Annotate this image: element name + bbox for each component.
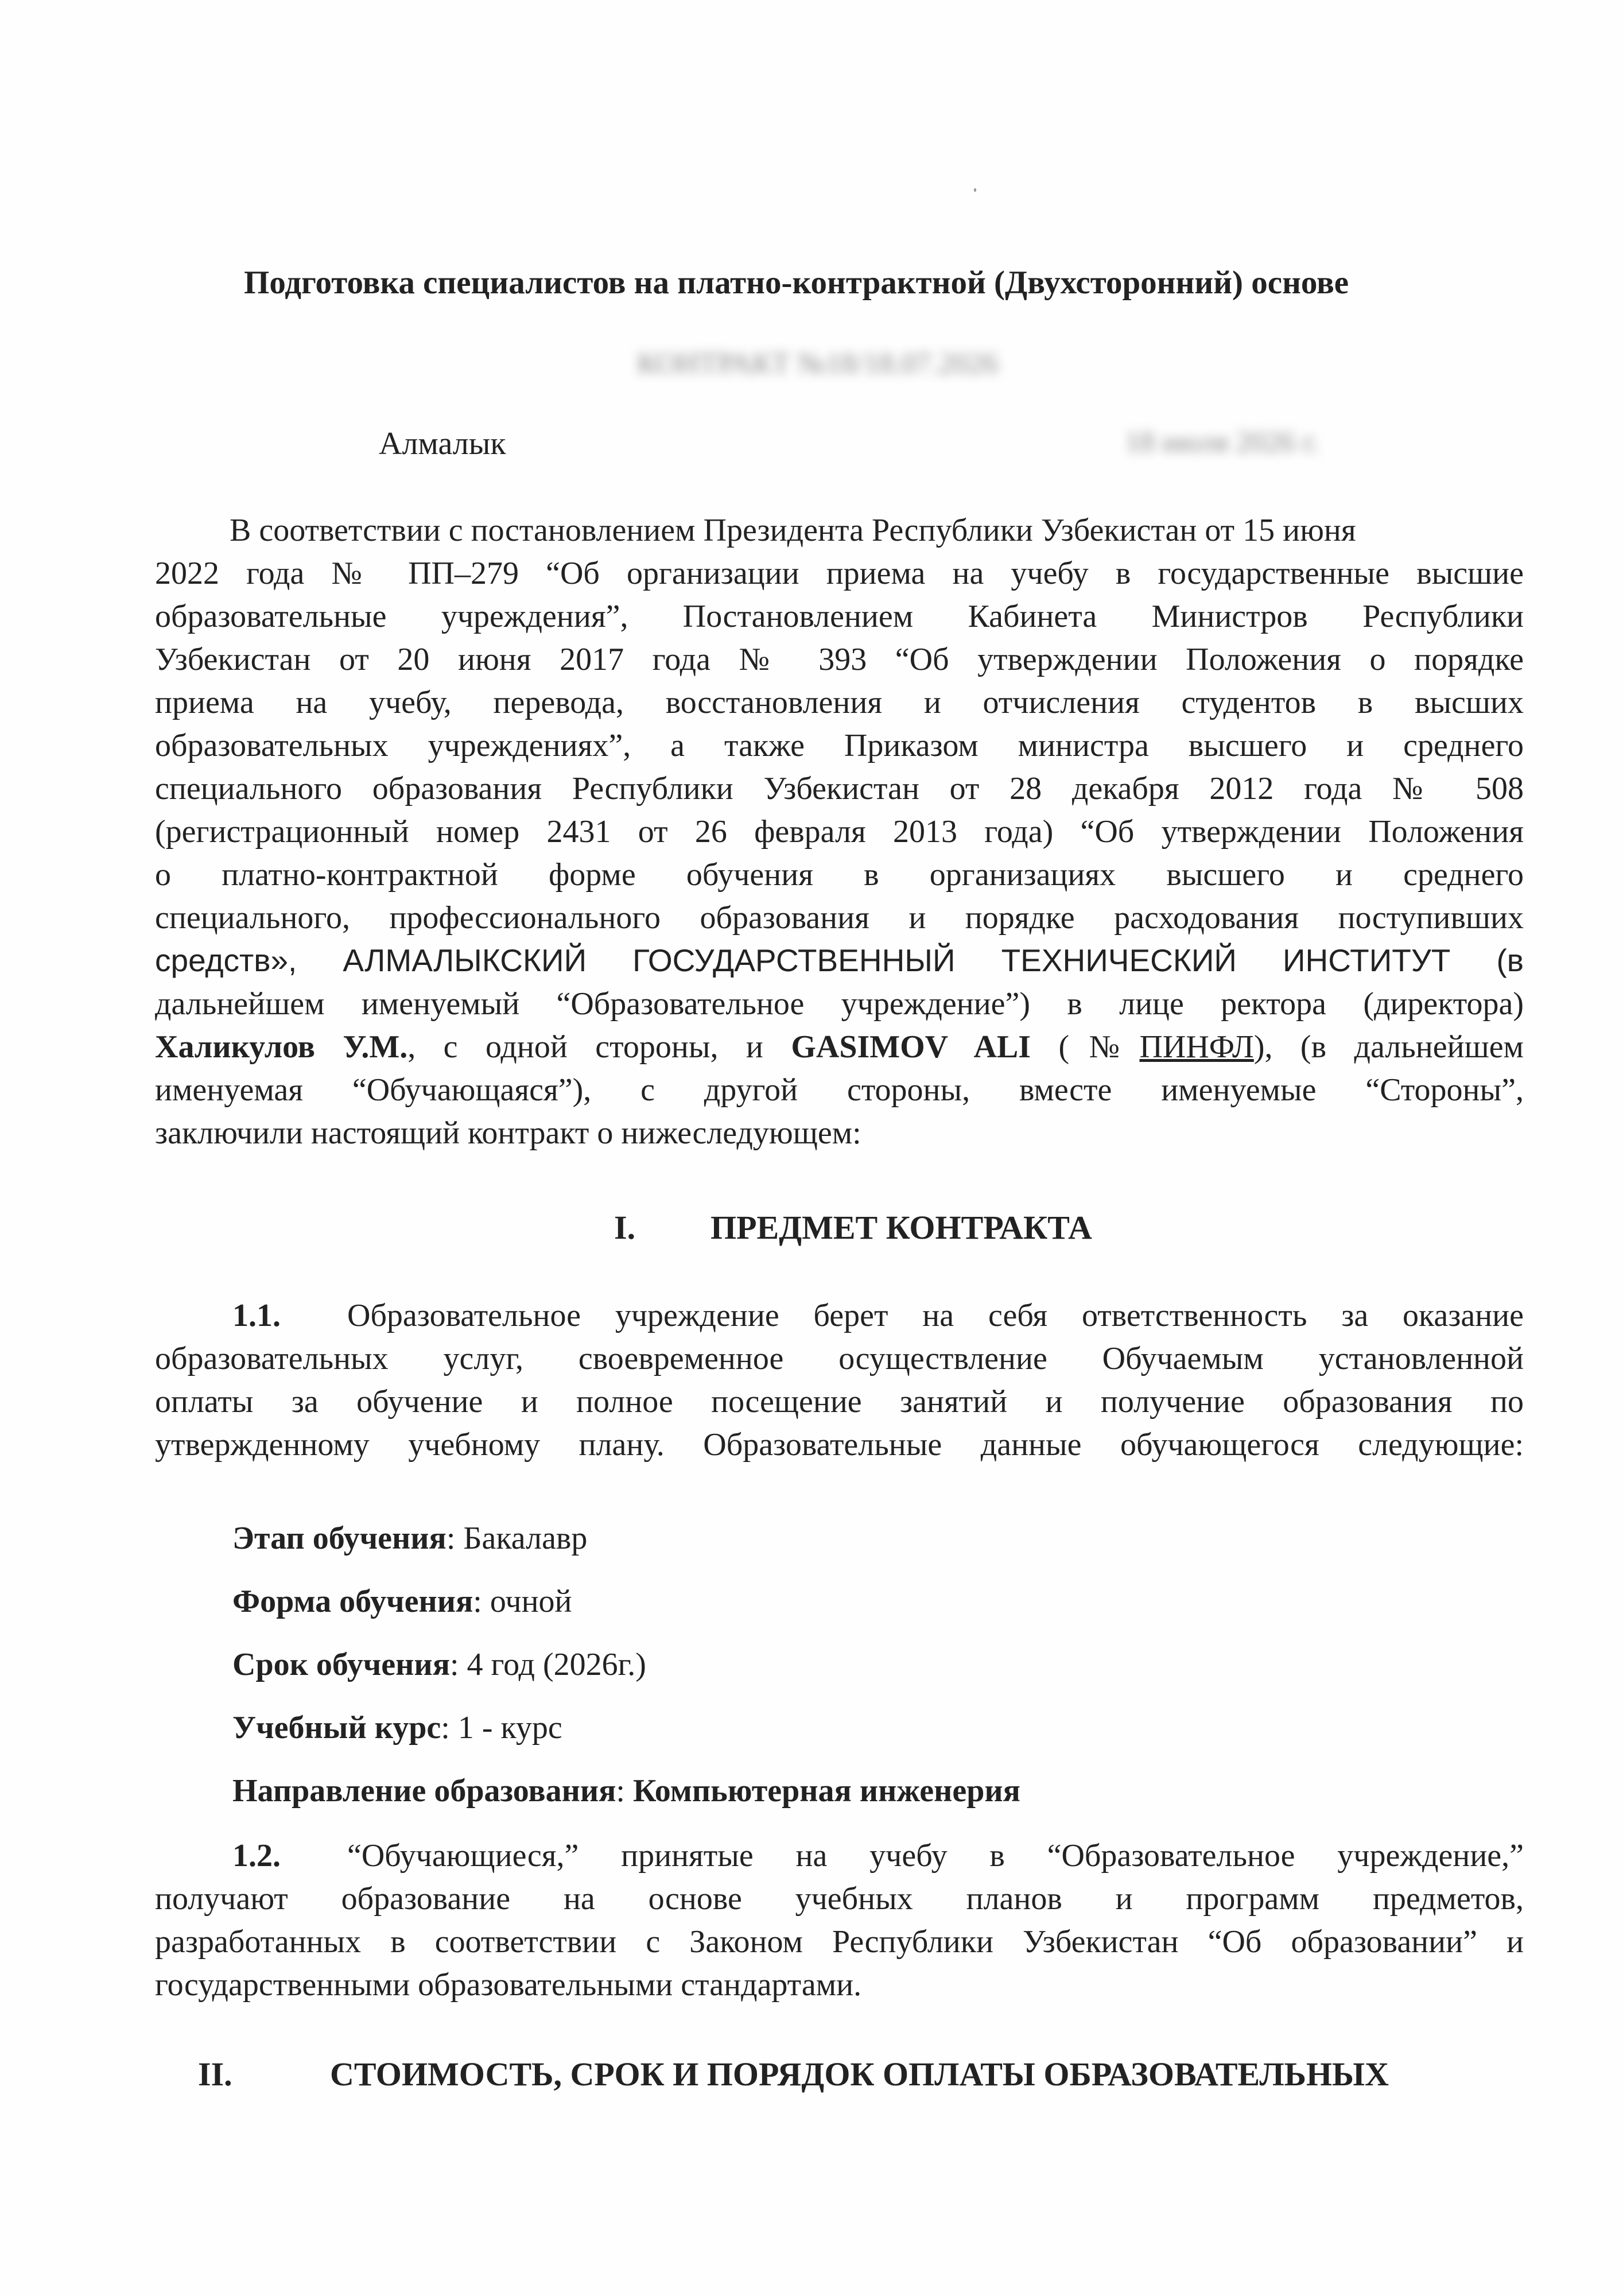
pinfl-placeholder: ПИНФЛ xyxy=(1139,1029,1254,1065)
section-2-title: СТОИМОСТЬ, СРОК И ПОРЯДОК ОПЛАТЫ ОБРАЗОВАТЕЛЬНЫХ xyxy=(330,2055,1389,2093)
clause-1-2-number: 1.2. xyxy=(232,1838,281,1874)
preamble-line-2: 2022 года № ПП–279 “Об организации приема на учебу в государственные высшие xyxy=(155,556,1524,591)
student-name: GASIMOV ALI xyxy=(791,1029,1031,1065)
clause-1-1-line-1: Образовательное учреждение берет на себя ответственность за оказание xyxy=(347,1298,1524,1333)
section-2-number: II. xyxy=(198,2055,232,2093)
clause-1-1-number: 1.1. xyxy=(232,1298,281,1333)
date-redacted: 18 июля 2026 г. xyxy=(1125,426,1319,459)
clause-1-2-line-3: разработанных в соответствии с Законом Республики Узбекистан “Об образовании” и xyxy=(155,1924,1524,1960)
clause-1-1-line-4: утвержденному учебному плану. Образовательные данные обучающегося следующие: xyxy=(155,1427,1524,1463)
field-form: Форма обучения: очной xyxy=(232,1584,572,1619)
preamble-line-13: Халикулов У.М., с одной стороны, и GASIMOV ALI (№ПИНФЛ), (в дальнейшем xyxy=(155,1029,1524,1065)
document-title: Подготовка специалистов на платно-контрактной (Двухсторонний) основе xyxy=(244,265,1349,301)
preamble-line-7: специального образования Республики Узбекистан от 28 декабря 2012 года № 508 xyxy=(155,771,1524,806)
field-course: Учебный курс: 1 - курс xyxy=(232,1710,562,1746)
preamble-line-15: заключили настоящий контракт о нижеследующем: xyxy=(155,1115,861,1151)
clause-1-2-line-1: “Обучающиеся,” принятые на учебу в “Образовательное учреждение,” xyxy=(347,1838,1524,1874)
preamble-line-5: приема на учебу, перевода, восстановления и отчисления студентов в высших xyxy=(155,685,1524,720)
preamble-line-8: (регистрационный номер 2431 от 26 февраля 2013 года) “Об утверждении Положения xyxy=(155,814,1524,850)
preamble-line-4: Узбекистан от 20 июня 2017 года № 393 “Об утверждении Положения о порядке xyxy=(155,642,1524,677)
city: Алмалык xyxy=(379,426,506,461)
preamble-line-3: образовательные учреждения”, Постановлением Кабинета Министров Республики xyxy=(155,599,1524,634)
field-stage: Этап обучения: Бакалавр xyxy=(232,1521,588,1556)
contract-number-redacted: КОНТРАКТ №18/18.07.2026 xyxy=(637,347,999,380)
section-1-number: I. xyxy=(614,1209,636,1246)
preamble-line-12: дальнейшем именуемый “Образовательное учреждение”) в лице ректора (директора) xyxy=(155,986,1524,1022)
scan-speck xyxy=(974,188,976,192)
preamble-line-6: образовательных учреждениях”, а также Приказом министра высшего и среднего xyxy=(155,728,1524,763)
clause-1-1-line-2: образовательных услуг, своевременное осуществление Обучаемым установленной xyxy=(155,1341,1524,1376)
preamble-line-9: о платно-контрактной форме обучения в организациях высшего и среднего xyxy=(155,857,1524,893)
section-1-title: ПРЕДМЕТ КОНТРАКТА xyxy=(710,1209,1092,1246)
clause-1-1-line-3: оплаты за обучение и полное посещение занятий и получение образования по xyxy=(155,1384,1524,1420)
rector-name: Халикулов У.М. xyxy=(155,1029,408,1065)
preamble-line-1: В соответствии с постановлением Президента Республики Узбекистан от 15 июня xyxy=(230,513,1356,548)
clause-1-2-line-4: государственными образовательными стандартами. xyxy=(155,1967,862,2003)
preamble-line-11: средств», АЛМАЛЫКСКИЙ ГОСУДАРСТВЕННЫЙ ТЕХНИЧЕСКИЙ ИНСТИТУТ (в xyxy=(155,943,1524,978)
preamble-line-14: именуемая “Обучающаяся”), с другой стороны, вместе именуемые “Стороны”, xyxy=(155,1072,1524,1108)
preamble-line-10: специального, профессионального образования и порядке расходования поступивших xyxy=(155,900,1524,936)
clause-1-2-line-2: получают образование на основе учебных планов и программ предметов, xyxy=(155,1881,1524,1917)
field-direction: Направление образования: Компьютерная инженерия xyxy=(232,1773,1020,1809)
field-term: Срок обучения: 4 год (2026г.) xyxy=(232,1647,646,1682)
